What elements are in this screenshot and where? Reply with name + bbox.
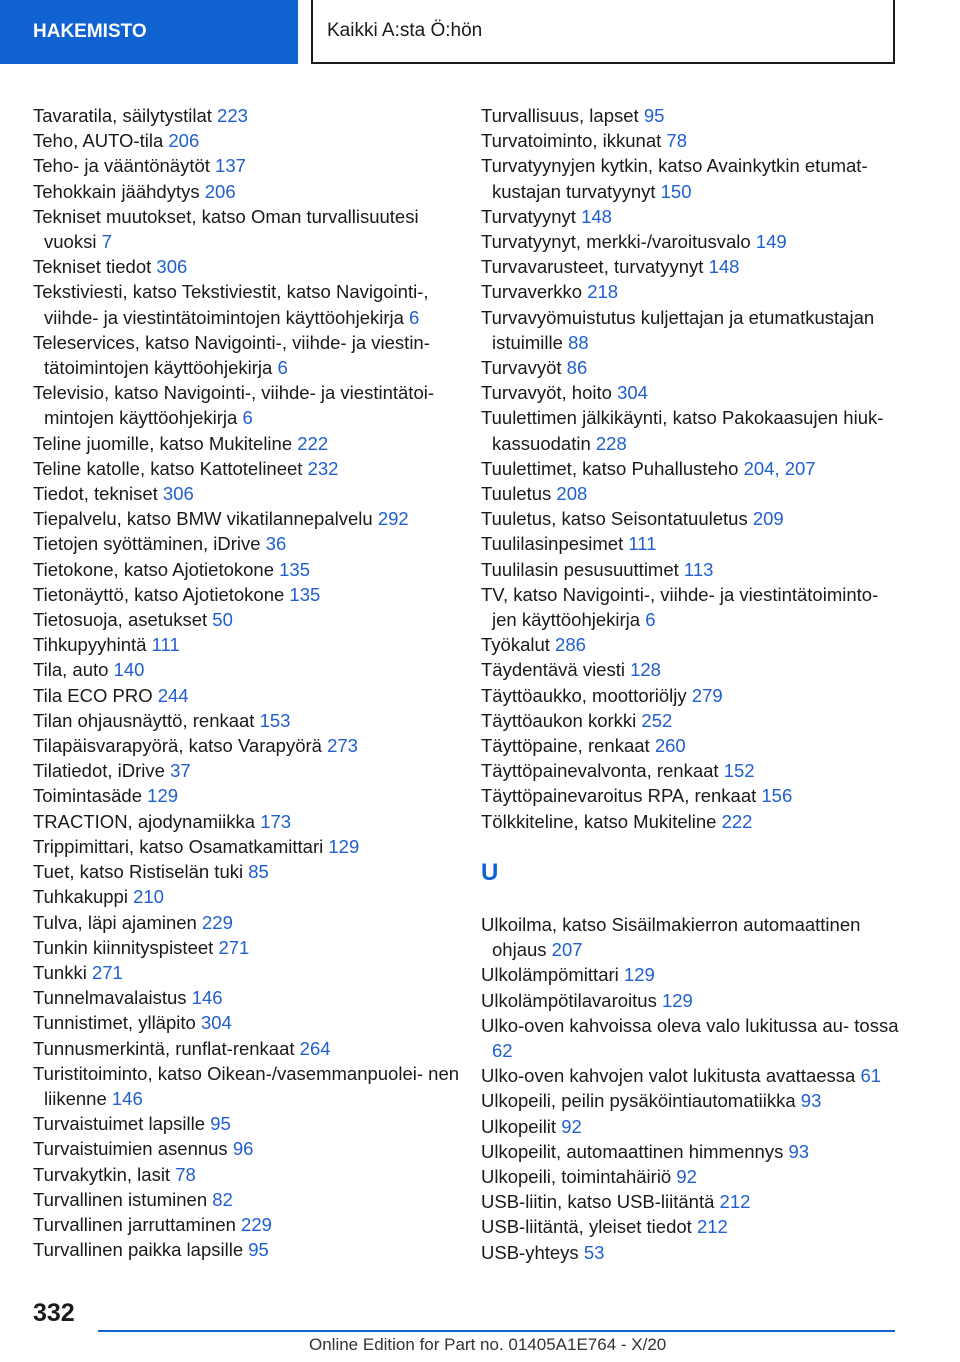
index-entry-term: Täyttöpainevaroitus RPA, renkaat: [481, 785, 757, 807]
index-entry: [33, 1036, 473, 1061]
index-entry: [481, 380, 901, 405]
index-entry-term: Turvaverkko: [481, 281, 583, 303]
index-entry-page-link[interactable]: 210: [133, 886, 164, 908]
index-entry: [481, 632, 901, 657]
index-entry: [481, 1214, 901, 1239]
index-entry-page-link[interactable]: 173: [260, 810, 292, 832]
index-entry-page-link[interactable]: 78: [175, 1163, 196, 1185]
index-entry-page-link[interactable]: 304: [617, 382, 648, 404]
index-entry: [481, 783, 901, 808]
index-entry-term: Televisio, katso Navigointi-, viihde- ja viestintätoi- mintojen käyttöohjekirja: [33, 382, 435, 429]
index-entry-page-link[interactable]: 7: [101, 231, 112, 253]
index-entry-page-link[interactable]: 286: [555, 634, 586, 656]
index-entry: [481, 1013, 901, 1063]
index-column-right: [481, 103, 901, 1265]
index-entry: [33, 557, 473, 582]
index-entry-term: USB-yhteys: [481, 1241, 579, 1263]
index-entry-page-link[interactable]: 228: [595, 432, 627, 454]
index-entry-page-link[interactable]: 6: [277, 357, 288, 379]
index-entry: [33, 531, 473, 556]
index-entry-term: Turvallinen jarruttaminen: [33, 1213, 236, 1235]
index-entry-page-link[interactable]: 209: [752, 508, 784, 530]
index-entry-term: Tuulilasinpesimet: [481, 533, 624, 555]
index-entry-term: TRACTION, ajodynamiikka: [33, 810, 256, 832]
index-entry-term: Turvakytkin, lasit: [33, 1163, 171, 1185]
index-entry-term: Turvavyöt: [481, 357, 562, 379]
index-entry: [33, 481, 473, 506]
index-entry-term: Turistitoiminto, katso Oikean-/vasemmanpuolei- nen liikenne: [33, 1062, 460, 1109]
index-entry-term: Ulkopeilit, automaattinen himmennys: [481, 1140, 784, 1162]
index-entry-page-link[interactable]: 92: [676, 1165, 697, 1187]
index-entry-term: Teho, AUTO-tila: [33, 130, 164, 152]
index-entry-page-link[interactable]: 206: [204, 180, 236, 202]
index-entry-page-link[interactable]: 271: [218, 936, 250, 958]
index-entry: [33, 431, 473, 456]
index-entry-term: Tila ECO PRO: [33, 684, 153, 706]
index-entry-term: Ulkopeili, peilin pysäköintiautomatiikka: [481, 1090, 796, 1112]
index-entry-term: Tölkkiteline, katso Mukiteline: [481, 810, 717, 832]
index-entry: [33, 683, 473, 708]
index-entry: [481, 962, 901, 987]
index-entry-page-link[interactable]: 53: [583, 1241, 605, 1263]
index-entry-term: Teho- ja vääntönäytöt: [33, 155, 210, 177]
index-entry-page-link[interactable]: 95: [248, 1239, 269, 1261]
index-entry-term: Teline juomille, katso Mukiteline: [33, 432, 293, 454]
index-entry-term: Tuhkakuppi: [33, 886, 128, 908]
index-entry: [33, 708, 473, 733]
index-entry-page-link[interactable]: 128: [630, 659, 661, 681]
index-entry: [481, 254, 901, 279]
index-entry: [33, 935, 473, 960]
index-entry-page-link[interactable]: 156: [761, 785, 793, 807]
index-entry-term: Tilatiedot, iDrive: [33, 760, 165, 782]
footer-divider: [98, 1330, 895, 1332]
index-entry-term: Tulva, läpi ajaminen: [33, 911, 197, 933]
index-entry-page-link[interactable]: 140: [113, 659, 145, 681]
index-entry: [33, 153, 473, 178]
index-entry: [33, 279, 473, 329]
index-entry: [33, 179, 473, 204]
index-entry: [33, 254, 473, 279]
index-entry: [33, 733, 473, 758]
index-entry: [33, 506, 473, 531]
index-entry-term: Tiepalvelu, katso BMW vikatilannepalvelu: [33, 508, 373, 530]
section-tab-label: HAKEMISTO: [33, 21, 147, 42]
index-entry-page-link[interactable]: 129: [623, 964, 655, 986]
index-entry-term: Tehokkain jäähdytys: [33, 180, 200, 202]
index-entry-term: Turvallinen istuminen: [33, 1188, 208, 1210]
index-entry-page-link[interactable]: 279: [691, 684, 723, 706]
index-entry-page-link[interactable]: 212: [719, 1191, 751, 1213]
index-entry-term: Täyttöpaine, renkaat: [481, 735, 650, 757]
index-entry: [33, 1162, 473, 1187]
page-number: 332: [33, 1299, 75, 1327]
index-entry: [481, 204, 901, 229]
index-entry-term: Tekniset muutokset, katso Oman turvallisuutesi vuoksi: [33, 205, 419, 253]
index-entry-term: USB-liitäntä, yleiset tiedot: [481, 1216, 692, 1238]
index-entry: [33, 960, 473, 985]
index-entry-term: Teline katolle, katso Kattotelineet: [33, 457, 303, 479]
index-entry-page-link[interactable]: 148: [581, 205, 612, 227]
index-entry: [481, 657, 901, 682]
index-entry-page-link[interactable]: 244: [157, 684, 189, 706]
index-entry-term: Tietokone, katso Ajotietokone: [33, 558, 274, 580]
index-entry-page-link[interactable]: 218: [587, 281, 619, 303]
index-entry: [33, 809, 473, 834]
index-entry-page-link[interactable]: 135: [279, 558, 311, 580]
index-entry-page-link[interactable]: 111: [628, 533, 657, 555]
index-entry-term: Ulkolämpömittari: [481, 964, 619, 986]
index-entry: [481, 988, 901, 1013]
index-entry: [33, 657, 473, 682]
index-entry-term: Täyttöaukon korkki: [481, 709, 637, 731]
index-entry-term: Trippimittari, katso Osamatkamittari: [33, 835, 324, 857]
index-entry: [481, 1063, 901, 1088]
index-entry-page-link[interactable]: 96: [232, 1138, 254, 1160]
index-entry: [481, 153, 901, 203]
index-entry: [481, 355, 901, 380]
index-entry-term: Ulko-oven kahvojen valot lukitusta avattaessa: [481, 1065, 856, 1087]
index-entry: [481, 683, 901, 708]
index-entry-page-link[interactable]: 229: [202, 911, 233, 933]
index-entry-page-link[interactable]: 232: [307, 457, 339, 479]
index-entry: [481, 912, 901, 962]
index-entry-page-link[interactable]: 135: [289, 583, 321, 605]
index-entry-term: Tuulettimen jälkikäynti, katso Pakokaasujen hiuk- kassuodatin: [481, 407, 884, 454]
index-entry-page-link[interactable]: 88: [568, 331, 589, 353]
index-entry: [33, 128, 473, 153]
index-entry: [33, 985, 473, 1010]
index-entry-term: Ulkoilma, katso Sisäilmakierron automaattinen ohjaus: [481, 913, 861, 961]
index-entry-term: Ulkopeilit: [481, 1115, 557, 1137]
index-entry: [481, 481, 901, 506]
index-entry-page-link[interactable]: 304: [200, 1012, 232, 1034]
index-entry-term: Tuulettimet, katso Puhallusteho: [481, 457, 739, 479]
index-entry-page-link[interactable]: 150: [660, 180, 692, 202]
index-entry-page-link[interactable]: 146: [111, 1087, 143, 1109]
index-entry: [481, 708, 901, 733]
index-entry-page-link[interactable]: 78: [666, 130, 687, 152]
index-entry-term: Tuuletus: [481, 483, 552, 505]
index-entry-page-link[interactable]: 85: [248, 861, 269, 883]
index-entry-page-link[interactable]: 36: [265, 533, 287, 555]
index-entry-term: Täyttöaukko, moottoriöljy: [481, 684, 687, 706]
index-entry-page-link[interactable]: 207: [551, 939, 583, 961]
index-entry: [481, 1088, 901, 1113]
index-entry: [481, 128, 901, 153]
footer-edition-text: Online Edition for Part no. 01405A1E764 - X/20: [309, 1335, 667, 1354]
index-entry-page-link[interactable]: 306: [162, 483, 194, 505]
index-entry: [481, 758, 901, 783]
index-entry-page-link[interactable]: 222: [297, 432, 329, 454]
index-entry-page-link[interactable]: 95: [643, 105, 665, 126]
index-entry-page-link[interactable]: 86: [566, 357, 588, 379]
index-entry-term: Tavaratila, säilytystilat: [33, 105, 212, 126]
index-entry: [481, 405, 901, 455]
index-entry-page-link[interactable]: 223: [217, 105, 248, 126]
index-entry-term: Turvallisuus, lapset: [481, 105, 639, 126]
index-entry-term: Turvavarusteet, turvatyynyt: [481, 256, 704, 278]
index-entry: [481, 1114, 901, 1139]
index-entry-term: Täyttöpainevalvonta, renkaat: [481, 760, 719, 782]
index-entry-page-link[interactable]: 252: [641, 709, 673, 731]
index-entry: [33, 582, 473, 607]
index-entry: [33, 380, 473, 430]
index-entry-page-link[interactable]: 264: [299, 1037, 331, 1059]
index-entry: [481, 456, 901, 481]
index-entry: [33, 1111, 473, 1136]
index-entry-page-link[interactable]: 50: [212, 609, 233, 631]
index-entry: [33, 884, 473, 909]
index-entry: [481, 531, 901, 556]
index-entry: [481, 733, 901, 758]
index-entry-term: Toimintasäde: [33, 785, 143, 807]
section-tab: [0, 0, 298, 64]
index-entry-page-link[interactable]: 37: [170, 760, 191, 782]
index-entry-term: Turvaistuimien asennus: [33, 1138, 228, 1160]
index-entry-page-link[interactable]: 137: [215, 155, 246, 177]
index-entry: [33, 456, 473, 481]
index-entry-page-link[interactable]: 229: [241, 1213, 272, 1235]
index-entry-term: Tunnusmerkintä, runflat-renkaat: [33, 1037, 295, 1059]
index-entry-page-link[interactable]: 61: [860, 1065, 882, 1087]
index-entry: [33, 834, 473, 859]
index-entry: [33, 859, 473, 884]
index-entry-page-link[interactable]: 204, 207: [743, 457, 816, 479]
index-entry-page-link[interactable]: 292: [377, 508, 409, 530]
index-entry: [33, 1010, 473, 1035]
index-entry-page-link[interactable]: 152: [723, 760, 755, 782]
index-entry-term: Tunkin kiinnityspisteet: [33, 936, 214, 958]
index-entry-term: Tihkupyyhintä: [33, 634, 147, 656]
index-entry-term: Turvatyynyjen kytkin, katso Avainkytkin etumat- kustajan turvatyynyt: [481, 155, 868, 202]
index-entry-page-link[interactable]: 273: [327, 735, 358, 757]
index-entry-term: Tunnistimet, ylläpito: [33, 1012, 196, 1034]
index-entry: [481, 582, 901, 632]
index-entry-term: Ulkolämpötilavaroitus: [481, 989, 657, 1011]
index-entry: [481, 1139, 901, 1164]
index-entry-term: Ulko-oven kahvoissa oleva valo lukitussa au- tossa: [481, 1014, 899, 1036]
index-entry-page-link[interactable]: 153: [259, 709, 291, 731]
index-entry: [481, 229, 901, 254]
index-entry: [33, 1237, 473, 1262]
index-entry: [33, 330, 473, 380]
index-entry-term: Tekstiviesti, katso Tekstiviestit, katso Navigointi-, viihde- ja viestintätoimintojen käyttöohjekirja: [33, 281, 429, 328]
index-entry-term: Tilan ohjausnäyttö, renkaat: [33, 709, 255, 731]
index-entry-term: Tietosuoja, asetukset: [33, 609, 208, 631]
index-entry-term: Turvatyynyt: [481, 205, 576, 227]
index-entry-page-link[interactable]: 260: [654, 735, 686, 757]
index-entry-term: Turvavyöt, hoito: [481, 382, 612, 404]
index-entry: [33, 783, 473, 808]
index-entry: [33, 1212, 473, 1237]
index-entry-term: Tuulilasin pesusuuttimet: [481, 558, 679, 580]
section-letter-u: U: [481, 858, 499, 886]
index-entry: [33, 1187, 473, 1212]
index-entry-term: Tuet, katso Ristiselän tuki: [33, 861, 244, 883]
index-entry-page-link[interactable]: 93: [788, 1140, 810, 1162]
index-entry: [481, 279, 901, 304]
index-entry-page-link[interactable]: 92: [561, 1115, 582, 1137]
index-entry: [33, 910, 473, 935]
index-entry-term: Tietonäyttö, katso Ajotietokone: [33, 583, 285, 605]
index-entry: [33, 607, 473, 632]
index-entry-page-link[interactable]: 113: [683, 558, 714, 580]
index-entry: [481, 506, 901, 531]
index-entry-term: Turvatyynyt, merkki-/varoitusvalo: [481, 231, 751, 253]
index-entry: [481, 809, 901, 834]
index-entry-term: Teleservices, katso Navigointi-, viihde- ja viestin- tätoimintojen käyttöohjekirja: [33, 331, 430, 379]
index-entry-term: Tekniset tiedot: [33, 256, 152, 278]
index-entry-page-link[interactable]: 149: [755, 231, 787, 253]
index-entry-term: Täydentävä viesti: [481, 659, 625, 681]
index-entry-term: Turvallinen paikka lapsille: [33, 1239, 244, 1261]
index-entry-page-link[interactable]: 222: [721, 810, 753, 832]
index-entry-page-link[interactable]: 93: [800, 1090, 822, 1112]
index-entry-page-link[interactable]: 129: [147, 785, 179, 807]
index-entry-page-link[interactable]: 212: [696, 1216, 728, 1238]
index-entry-term: Tietojen syöttäminen, iDrive: [33, 533, 261, 555]
index-entry: [481, 1164, 901, 1189]
index-entry: [481, 557, 901, 582]
index-entry: [481, 1240, 901, 1265]
index-entry-page-link[interactable]: 6: [242, 407, 253, 429]
index-entry-term: Tuuletus, katso Seisontatuuletus: [481, 508, 748, 530]
index-entry-term: Tilapäisvarapyörä, katso Varapyörä: [33, 735, 322, 757]
index-entry-page-link[interactable]: 146: [191, 987, 223, 1009]
index-entry-term: Turvavyömuistutus kuljettajan ja etumatkustajan istuimille: [481, 306, 875, 353]
index-entry-term: Tunkki: [33, 961, 87, 983]
index-entry-page-link[interactable]: 148: [708, 256, 740, 278]
index-entry-page-link[interactable]: 208: [556, 483, 588, 505]
index-entry-page-link[interactable]: 129: [328, 835, 360, 857]
index-entry-page-link[interactable]: 306: [156, 256, 188, 278]
index-entry-page-link[interactable]: 95: [210, 1113, 231, 1135]
index-entry-page-link[interactable]: 111: [151, 634, 180, 656]
index-entry: [33, 103, 473, 128]
index-entry-term: Tunnelmavalaistus: [33, 987, 187, 1009]
index-entry: [33, 758, 473, 783]
index-entry: [33, 204, 473, 254]
index-entry-term: TV, katso Navigointi-, viihde- ja viestintätoiminto- jen käyttöohjekirja: [481, 583, 879, 631]
index-entry: [481, 103, 901, 128]
index-entry-page-link[interactable]: 6: [645, 609, 656, 631]
page-header-title: [311, 0, 895, 64]
header-title-text: Kaikki A:sta Ö:hön: [327, 20, 483, 41]
index-entry-page-link[interactable]: 206: [168, 130, 200, 152]
index-column-left: [33, 103, 473, 1262]
index-entry-term: Tiedot, tekniset: [33, 483, 158, 505]
index-entry-term: Turvaistuimet lapsille: [33, 1113, 206, 1135]
index-entry-term: Työkalut: [481, 634, 550, 656]
index-entry-term: Ulkopeili, toimintahäiriö: [481, 1165, 672, 1187]
index-entry-term: Tila, auto: [33, 659, 109, 681]
index-entry-term: USB-liitin, katso USB-liitäntä: [481, 1191, 715, 1213]
index-entry-page-link[interactable]: 62: [492, 1039, 513, 1061]
index-entry: [33, 1136, 473, 1161]
index-entry-page-link[interactable]: 129: [661, 989, 693, 1011]
index-entry-page-link[interactable]: 6: [409, 306, 420, 328]
index-entry-page-link[interactable]: 82: [212, 1188, 233, 1210]
index-entry: [33, 1061, 473, 1111]
index-entry: [481, 1189, 901, 1214]
index-entry-page-link[interactable]: 271: [91, 961, 123, 983]
index-entry: [33, 632, 473, 657]
index-entry-term: Turvatoiminto, ikkunat: [481, 130, 662, 152]
index-entry: [481, 305, 901, 355]
